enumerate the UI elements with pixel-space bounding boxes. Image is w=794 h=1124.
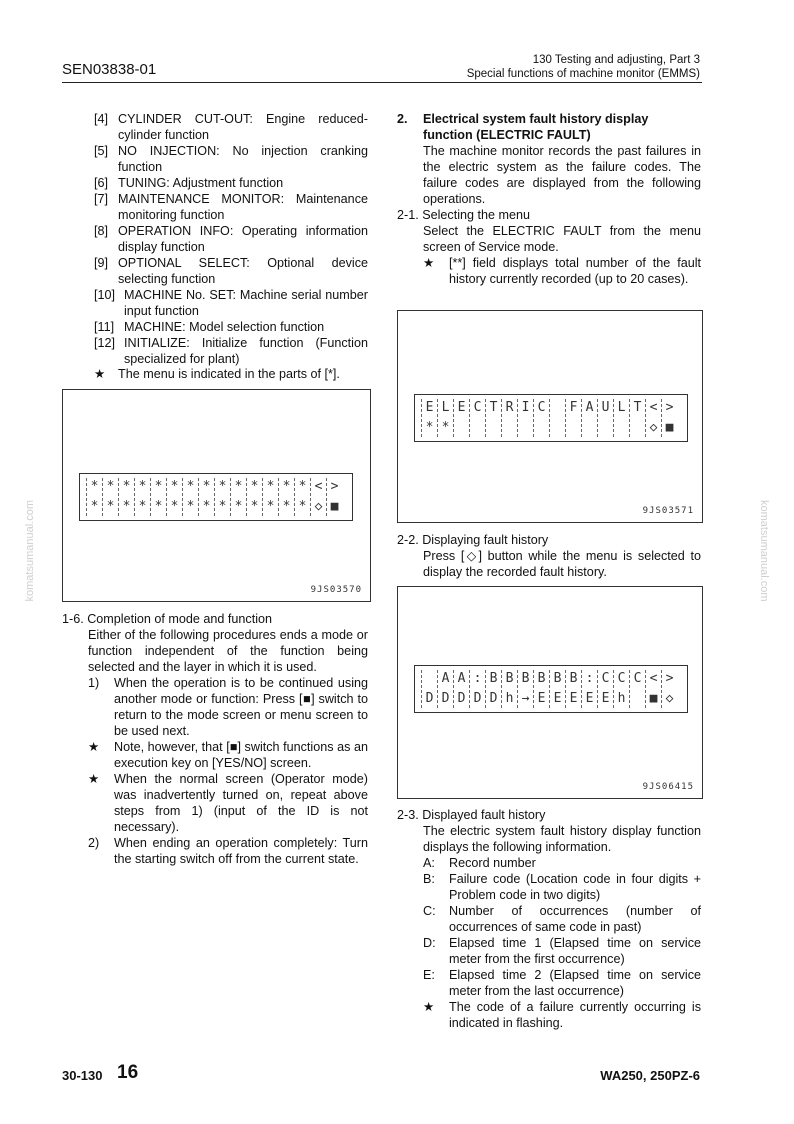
lcd-char-cell: B <box>533 670 549 688</box>
star-icon: ★ <box>423 256 435 270</box>
lcd-char-cell: A <box>581 399 597 417</box>
watermark-left: komatsumanual.com <box>24 500 36 602</box>
menu-item-number: [8] <box>94 224 109 238</box>
lcd-char-cell: → <box>517 690 533 708</box>
section-2-3-text: The electric system fault history display function displays the following information. <box>423 824 701 854</box>
info-list-text: Record number <box>449 856 536 870</box>
lcd-char-cell: L <box>437 399 453 417</box>
menu-item <box>94 319 368 335</box>
lcd-char-cell: ■ <box>326 498 342 516</box>
lcd-char-cell: D <box>437 690 453 708</box>
lcd-char-cell: * <box>230 498 246 516</box>
lcd-char-cell: * <box>134 478 150 496</box>
info-list-item <box>423 903 701 935</box>
info-list-text: Elapsed time 1 (Elapsed time on service meter from the first occurrence) <box>449 936 701 966</box>
lcd-char-cell: * <box>182 498 198 516</box>
lcd-char-cell: < <box>645 399 661 417</box>
lcd-char-cell: A <box>437 670 453 688</box>
info-list-letter: C: <box>423 904 436 918</box>
menu-item <box>94 111 368 143</box>
step-1-text: When the operation is to be continued using another mode or function: Press [■] switch to return to the mode screen or menu screen to be used next. <box>114 676 368 738</box>
lcd-char-cell: * <box>294 498 310 516</box>
lcd-char-cell: * <box>134 498 150 516</box>
lcd-char-cell: * <box>262 478 278 496</box>
lcd-row-2 <box>421 690 677 708</box>
menu-item-text: OPTIONAL SELECT: Optional device selecting function <box>118 256 368 286</box>
lcd-row-1 <box>86 478 342 496</box>
menu-note-text: The menu is indicated in the parts of [*]. <box>118 367 340 381</box>
lcd-char-cell: R <box>501 399 517 417</box>
info-list-item <box>423 967 701 999</box>
lcd-char-cell: E <box>549 690 565 708</box>
section-1-6-title: 1-6. Completion of mode and function <box>62 612 273 626</box>
lcd-row-1 <box>421 399 677 417</box>
figure-caption: 9JS06415 <box>642 782 694 792</box>
lcd-char-cell: * <box>278 498 294 516</box>
menu-item-number: [12] <box>94 336 116 350</box>
lcd-char-cell: * <box>86 478 102 496</box>
lcd-display-menu <box>79 473 353 521</box>
lcd-char-cell <box>533 419 549 437</box>
lcd-char-cell: D <box>421 690 437 708</box>
lcd-display-electric-fault <box>414 394 688 442</box>
lcd-char-cell: h <box>613 690 629 708</box>
lcd-char-cell: * <box>230 478 246 496</box>
lcd-char-cell: * <box>102 478 118 496</box>
note-1-text: Note, however, that [■] switch functions as an execution key on [YES/NO] screen. <box>114 740 368 770</box>
lcd-char-cell: ■ <box>645 690 661 708</box>
lcd-char-cell: ◇ <box>661 690 677 708</box>
lcd-char-cell: * <box>246 478 262 496</box>
section-title-line2: Special functions of machine monitor (EMMS) <box>466 68 700 80</box>
lcd-char-cell: D <box>469 690 485 708</box>
star-icon: ★ <box>88 740 100 754</box>
menu-item-text: NO INJECTION: No injection cranking function <box>118 144 368 174</box>
lcd-char-cell <box>581 419 597 437</box>
lcd-char-cell: * <box>246 498 262 516</box>
section-title <box>467 53 700 81</box>
lcd-char-cell: * <box>437 419 453 437</box>
lcd-row-2 <box>421 419 677 437</box>
watermark-right: komatsumanual.com <box>758 500 770 602</box>
lcd-char-cell <box>597 419 613 437</box>
lcd-row-1 <box>421 670 677 688</box>
lcd-char-cell: * <box>278 478 294 496</box>
lcd-char-cell: D <box>453 690 469 708</box>
info-list-letter: B: <box>423 872 435 886</box>
menu-item-text: MACHINE: Model selection function <box>124 320 325 334</box>
lcd-char-cell <box>421 670 437 688</box>
lcd-char-cell: > <box>661 670 677 688</box>
lcd-char-cell <box>613 419 629 437</box>
lcd-char-cell <box>469 419 485 437</box>
menu-item-number: [9] <box>94 256 109 270</box>
section-1-6 <box>62 611 368 867</box>
lcd-char-cell: B <box>485 670 501 688</box>
menu-item-number: [7] <box>94 192 109 206</box>
lcd-char-cell: C <box>613 670 629 688</box>
step-2-text: When ending an operation completely: Turn the starting switch off from the current state. <box>114 836 368 866</box>
lcd-char-cell: E <box>453 399 469 417</box>
lcd-char-cell: * <box>118 478 134 496</box>
lcd-char-cell: F <box>565 399 581 417</box>
lcd-char-cell: E <box>597 690 613 708</box>
info-list-item <box>423 855 701 871</box>
lcd-char-cell: B <box>517 670 533 688</box>
menu-item-text: MACHINE No. SET: Machine serial number input function <box>124 288 368 318</box>
section-2-intro: The machine monitor records the past failures in the electric system as the failure codes. The failure codes are displayed from the following operations. <box>423 144 701 206</box>
lcd-char-cell: E <box>581 690 597 708</box>
lcd-char-cell: C <box>533 399 549 417</box>
info-list-text: Number of occurrences (number of occurrences of same code in past) <box>449 904 701 934</box>
lcd-char-cell: A <box>453 670 469 688</box>
menu-item <box>94 335 368 367</box>
lcd-char-cell: T <box>629 399 645 417</box>
lcd-char-cell: * <box>262 498 278 516</box>
section-2-3 <box>397 807 701 1031</box>
lcd-char-cell: E <box>565 690 581 708</box>
menu-item-number: [6] <box>94 176 109 190</box>
star-icon: ★ <box>423 1000 435 1014</box>
lcd-char-cell: : <box>469 670 485 688</box>
lcd-display-fault-history <box>414 665 688 713</box>
lcd-char-cell <box>549 399 565 417</box>
lcd-char-cell <box>453 419 469 437</box>
section-2-3-note: The code of a failure currently occurring is indicated in flashing. <box>449 1000 701 1030</box>
lcd-char-cell: I <box>517 399 533 417</box>
lcd-char-cell: * <box>118 498 134 516</box>
lcd-char-cell: : <box>581 670 597 688</box>
lcd-char-cell: C <box>597 670 613 688</box>
section-1-6-intro: Either of the following procedures ends a mode or function independent of the function being selected and the layer in which it is used. <box>88 628 368 674</box>
info-list <box>397 855 701 999</box>
menu-item <box>94 223 368 255</box>
lcd-char-cell: * <box>166 478 182 496</box>
section-2-2 <box>397 532 701 580</box>
menu-note <box>94 366 368 382</box>
star-icon: ★ <box>94 367 106 381</box>
lcd-char-cell: * <box>294 478 310 496</box>
info-list-text: Elapsed time 2 (Elapsed time on service meter from the last occurrence) <box>449 968 701 998</box>
lcd-char-cell: D <box>485 690 501 708</box>
menu-item <box>94 175 368 191</box>
lcd-char-cell <box>517 419 533 437</box>
menu-item-number: [4] <box>94 112 109 126</box>
lcd-char-cell: * <box>166 498 182 516</box>
info-list-text: Failure code (Location code in four digits + Problem code in two digits) <box>449 872 701 902</box>
menu-item <box>94 287 368 319</box>
section-2-1-title: 2-1. Selecting the menu <box>397 208 531 222</box>
lcd-char-cell: L <box>613 399 629 417</box>
figure-caption: 9JS03571 <box>642 506 694 516</box>
menu-item <box>94 143 368 175</box>
lcd-char-cell: * <box>150 498 166 516</box>
section-2-title: Electrical system fault history display function (ELECTRIC FAULT) <box>423 112 649 142</box>
lcd-char-cell: E <box>421 399 437 417</box>
note-2-text: When the normal screen (Operator mode) was inadvertently turned on, repeat above steps from 1) (input of the ID is not necessary). <box>114 772 368 834</box>
section-2 <box>397 111 701 287</box>
lcd-char-cell: * <box>421 419 437 437</box>
lcd-char-cell: T <box>485 399 501 417</box>
lcd-char-cell <box>629 690 645 708</box>
info-list-item <box>423 935 701 967</box>
lcd-char-cell: B <box>549 670 565 688</box>
lcd-char-cell: * <box>198 478 214 496</box>
figure-lcd-fault-history <box>397 586 703 799</box>
lcd-row-2 <box>86 498 342 516</box>
lcd-char-cell: h <box>501 690 517 708</box>
info-list-letter: D: <box>423 936 436 950</box>
lcd-char-cell: > <box>326 478 342 496</box>
lcd-char-cell: C <box>469 399 485 417</box>
section-number: 2. <box>397 112 408 126</box>
section-2-2-title: 2-2. Displaying fault history <box>397 533 549 547</box>
figure-lcd-electric-fault <box>397 310 703 523</box>
menu-item-text: MAINTENANCE MONITOR: Maintenance monitoring function <box>118 192 368 222</box>
lcd-char-cell: * <box>102 498 118 516</box>
lcd-char-cell: * <box>182 478 198 496</box>
menu-item-text: OPERATION INFO: Operating information display function <box>118 224 368 254</box>
figure-caption: 9JS03570 <box>310 585 362 595</box>
menu-item-number: [10] <box>94 288 116 302</box>
info-list-item <box>423 871 701 903</box>
menu-item <box>94 255 368 287</box>
lcd-char-cell: * <box>198 498 214 516</box>
lcd-char-cell: ◇ <box>310 498 326 516</box>
section-title-line1: 130 Testing and adjusting, Part 3 <box>532 54 700 66</box>
step-number: 1) <box>88 676 100 690</box>
star-icon: ★ <box>88 772 100 786</box>
lcd-char-cell: U <box>597 399 613 417</box>
lcd-char-cell: E <box>533 690 549 708</box>
lcd-char-cell: ◇ <box>645 419 661 437</box>
lcd-char-cell: * <box>86 498 102 516</box>
page-number: 16 <box>117 1062 139 1083</box>
lcd-char-cell: C <box>629 670 645 688</box>
lcd-char-cell <box>629 419 645 437</box>
lcd-char-cell <box>565 419 581 437</box>
lcd-char-cell: B <box>565 670 581 688</box>
menu-item-number: [11] <box>94 320 115 334</box>
lcd-char-cell <box>501 419 517 437</box>
info-list-letter: A: <box>423 856 435 870</box>
figure-lcd-menu <box>62 389 371 602</box>
section-2-1-text: Select the ELECTRIC FAULT from the menu screen of Service mode. <box>423 224 701 254</box>
step-number: 2) <box>88 836 100 850</box>
lcd-char-cell <box>549 419 565 437</box>
page-prefix: 30-130 <box>62 1068 103 1083</box>
section-2-2-text: Press [◇] button while the menu is selected to display the recorded fault history. <box>423 549 701 579</box>
menu-item <box>94 191 368 223</box>
menu-item-text: CYLINDER CUT-OUT: Engine reduced-cylinder function <box>118 112 368 142</box>
lcd-char-cell: B <box>501 670 517 688</box>
lcd-char-cell: * <box>150 478 166 496</box>
lcd-char-cell: * <box>214 478 230 496</box>
menu-item-text: TUNING: Adjustment function <box>118 176 284 190</box>
lcd-char-cell: < <box>645 670 661 688</box>
lcd-char-cell: * <box>214 498 230 516</box>
menu-item-text: INITIALIZE: Initialize function (Function specialized for plant) <box>124 336 368 366</box>
menu-list <box>94 111 368 367</box>
header-rule <box>62 82 702 83</box>
section-2-3-title: 2-3. Displayed fault history <box>397 808 546 822</box>
section-2-1-note: [**] field displays total number of the fault history currently recorded (up to 20 cases). <box>449 256 701 286</box>
info-list-letter: E: <box>423 968 435 982</box>
lcd-char-cell: < <box>310 478 326 496</box>
lcd-char-cell: > <box>661 399 677 417</box>
menu-item-number: [5] <box>94 144 109 158</box>
lcd-char-cell <box>485 419 501 437</box>
doc-code: SEN03838-01 <box>62 61 157 78</box>
lcd-char-cell: ■ <box>661 419 677 437</box>
model-name: WA250, 250PZ-6 <box>600 1068 700 1083</box>
